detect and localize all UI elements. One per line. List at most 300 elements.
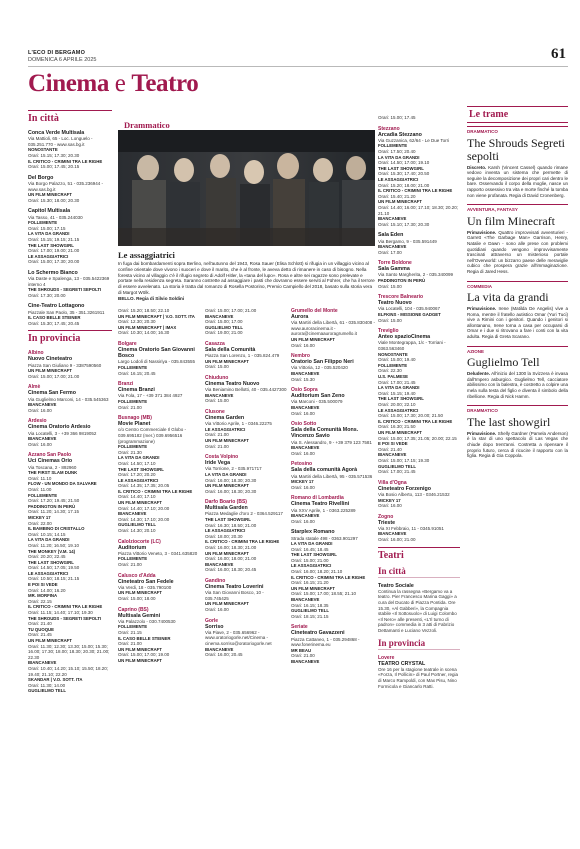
showtimes: Orari: 21.40 [378, 446, 402, 452]
venue-locality: Chiuduno [205, 374, 229, 381]
venue-block [205, 454, 288, 494]
film-title: LE ASSAGGIATRICI [205, 528, 246, 534]
showtimes: Orari: 15.10; 17.30; 20.30 [378, 221, 430, 227]
venue-address: Piazzale San Paolo, 35 - 351.3261911 [28, 309, 105, 315]
showtimes: Orari: 17.00; 19.00; 21.00 [28, 248, 80, 254]
listings-column-4 [291, 303, 375, 844]
section-title-part2: Teatro [131, 70, 199, 97]
showtimes: Orari: 16.00; 21.00 [378, 537, 416, 543]
venue-name: Cinema Garden [205, 414, 245, 421]
film-title: THE LAST SHOWGIRL [378, 396, 424, 402]
film-title: BIANCANEVE [291, 370, 320, 376]
venue-address: Via Fola, 17 - +39 371 384 4927 [118, 393, 183, 399]
venue-block [28, 303, 112, 326]
venue-address: Via S. Alessandro, 9 - +39 379 123 7581 [291, 439, 372, 445]
showtimes: Orari: 15.15; 19.15; 21.15 [28, 236, 80, 242]
venue-name: Cinema San Fermo [28, 390, 76, 397]
showtimes: Orari: 12.30; 20.30 [118, 319, 156, 325]
venue-block [28, 175, 112, 204]
film-title: NONOSTANTE [28, 147, 58, 153]
venue-block [291, 495, 375, 524]
feature-photo [118, 130, 375, 246]
venue-block [118, 539, 201, 568]
film-title: SKANDAR | V.O. SOTT. ITA [28, 677, 83, 683]
film-title: UN FILM MINECRAFT [28, 638, 72, 644]
synopsis-body [467, 371, 568, 399]
synopsis-text: Shelly Gardner (Pamela Anderson) è la star di uno spettacolo di Las Vegas che chiude dopo trent'anni. Costretta a ripensare il proprio futuro, cerca di ricucire il rapporto con la figlia. Regia di Gia Coppola. [467, 430, 568, 459]
venue-locality: Torre Boldone [378, 260, 412, 267]
showtimes: Orari: 14.50; 17.05; 19.50 [28, 565, 80, 571]
showtimes: Orari: 17.20; 19.45; 21.50 [28, 498, 80, 504]
film-title: THE LAST SHOWGIRL [118, 466, 164, 472]
synopsis-genre: AZIONE [467, 346, 568, 355]
film-title: PADDINGTON IN PERÙ [28, 503, 76, 509]
venue-address: c/o Centro Commerciale Il Globo - 039.695182 (mer.) 039.6956516 (programmazione) [118, 427, 187, 444]
venue-name: Del Borgo [28, 174, 54, 181]
film-title: THE FIRST SLAM DUNK [28, 470, 78, 476]
film-title: FOLLEMENTE [118, 364, 148, 370]
film-title: E POI SI VEDE [378, 441, 408, 447]
synopsis-rating: Primavisione. [467, 229, 497, 235]
film-title: UN FILM MINECRAFT [28, 192, 72, 198]
showtimes: Orari: 16.00 [28, 441, 52, 447]
venue-address: Via Santo Margherita, 2 - 035.340099 [378, 272, 453, 278]
film-title: LE ASSAGGIATRICI [378, 176, 419, 182]
showtimes: Orari: 16.00; 20.45 [205, 652, 243, 658]
showtimes: Orari: 17.00; 21.45 [378, 379, 416, 385]
venue-address: Via Toscana, 2 - 892960 [28, 464, 77, 470]
venue-block [118, 573, 201, 602]
venue-block [28, 208, 112, 265]
film-title: UN FILM MINECRAFT [378, 199, 422, 205]
venue-block [205, 341, 288, 370]
venue-block [205, 375, 288, 404]
showtimes: Orari: 16.00; 18.20; 21.10 [291, 569, 343, 575]
venue-locality: Petosino [291, 461, 313, 468]
synopsis-body [467, 165, 568, 199]
showtimes: Orari: 11.30; 14.00 [28, 682, 66, 688]
venue-block [205, 618, 288, 658]
showtimes: Orari: 15.30; 18.00; 20.30 [28, 197, 80, 203]
showtimes: Orari: 14.00; 16.20 [28, 587, 66, 593]
venue-name: Arcadia Stezzano [378, 131, 422, 138]
film-title: LE ASSAGGIATRICI [291, 563, 332, 569]
venue-locality: Calusco d'Adda [118, 572, 156, 579]
film-title: LA VITA DA GRANDI [28, 537, 70, 543]
venue-name: Oratorio San Filippo Neri [291, 359, 354, 366]
film-title: UN FILM MINECRAFT [205, 550, 249, 556]
film-title: LA VITA DA GRANDI [28, 231, 70, 237]
showtimes: Orari: 16.15; 18.35 [291, 602, 329, 608]
showtimes: Orari: 15.00; 17.35; 21.05; 20.00; 22.15 [378, 435, 457, 441]
venue-name: Iride Vega [205, 460, 231, 467]
film-title: UN FILM MINECRAFT [378, 429, 422, 435]
venue-address: Piazza San Lorenzo, 1 - 035.824.479 [205, 353, 280, 359]
film-title: IL CASO BELLE STEINER [28, 315, 81, 321]
showtimes: Orari: 18.15; 21.15 [291, 613, 329, 619]
film-title: LA VITA DA GRANDI [291, 541, 333, 547]
film-title: UN FILM MINECRAFT [118, 500, 162, 506]
synopsis-genre: DRAMMATICO [467, 126, 568, 135]
venue-block [28, 452, 112, 694]
showtimes: Orari: 11.20; 16.50; 19.10 [28, 542, 79, 548]
venue-locality: Romano di Lombardia [291, 495, 344, 502]
film-title: THE LAST SHOWGIRL [28, 559, 74, 565]
synopsis [467, 281, 568, 340]
film-title: FOLLEMENTE [118, 624, 148, 630]
showtimes: Orari: 17.20; 20.20 [118, 472, 156, 478]
section-title [28, 70, 198, 98]
showtimes: Orari: 15.00; 19.40 [378, 357, 416, 363]
town-heading: In città [378, 566, 460, 578]
venue-name: Movie Planet [118, 421, 151, 428]
film-title: UN FILM MINECRAFT [291, 585, 335, 591]
showtimes: Orari: 15.00; 17.00; 21.00 [28, 373, 80, 379]
venue-address: Strada statale 498 - 0363.901297 [291, 535, 358, 541]
film-title: FOLLEMENTE [118, 398, 148, 404]
town-heading: In provincia [378, 638, 460, 650]
showtimes: Orari: 15.00 [205, 364, 229, 370]
venue-block [205, 578, 288, 613]
showtimes: Orari: 22.00 [28, 520, 52, 526]
film-title: MR. MORFINA [28, 593, 58, 599]
venue-locality: Trescore Balneario [378, 294, 424, 301]
showtimes: Orari: 22.30 [378, 368, 402, 374]
film-title: UN FILM MINECRAFT [205, 483, 249, 489]
venue-locality: Almè [28, 384, 41, 391]
region-heading: In provincia [28, 330, 112, 345]
venue-locality: Calolziocorte (LC) [118, 538, 161, 545]
synopses-column [467, 106, 568, 844]
film-title: UN FILM MINECRAFT [205, 358, 249, 364]
venue-locality: Azzano San Paolo [28, 452, 72, 459]
synopsis-body [467, 306, 568, 340]
showtimes: Orari: 15.00; 17.30; 20.00; 21.50 [378, 413, 444, 419]
venue-name: Cineteatro Forzenigo [378, 485, 431, 492]
film-title: LE ASSAGGIATRICI [378, 407, 419, 413]
venue-block [378, 294, 460, 323]
venue-block [378, 480, 460, 509]
venue-name: Multisala Garden [205, 505, 248, 512]
film-title: UN FILM MINECRAFT [205, 437, 249, 443]
venue-name: Cinema Branzi [118, 387, 155, 394]
synopsis [467, 405, 568, 459]
synopses-title: Le trame [467, 106, 568, 123]
film-title: THE LAST SHOWGIRL [205, 517, 251, 523]
film-title: LE ASSAGGIATRICI [28, 253, 69, 259]
venue-name: Uci Cinemas Orio [28, 458, 73, 465]
film-title: GUGLIELMO TELL [205, 324, 243, 330]
film-title: MICKEY 17 [378, 497, 401, 503]
venue-locality: Gorle [205, 617, 219, 624]
issue-date: DOMENICA 6 APRILE 2025 [28, 57, 97, 63]
synopsis-title: The Shrouds Segreti sepolti [467, 135, 565, 163]
venue-locality: Zogno [378, 513, 394, 520]
venue-address: Via Guglielmo Marconi, 14 - 035.545363 [28, 396, 109, 402]
film-title: GUGLIELMO TELL [118, 522, 156, 528]
film-title: LA VITA DA GRANDI [378, 385, 420, 391]
film-title: FOLLEMENTE [118, 444, 148, 450]
newspaper-name: L'ECO DI BERGAMO [28, 50, 86, 56]
showtimes: Orari: 17.50; 20.40 [378, 148, 416, 154]
film-title: THE LAST SHOWGIRL [28, 242, 74, 248]
showtimes: Orari: 15.00; 17.00 [205, 319, 243, 325]
venue-locality: Osio Sopra [291, 387, 318, 394]
film-title: LA VITA DA GRANDI [118, 455, 160, 461]
venue-locality: Ardesio [28, 418, 47, 425]
venue-block [205, 308, 288, 336]
showtimes: Orari: 15.00; 18.00 [118, 596, 156, 601]
film-title: BIANCANEVE [205, 392, 234, 398]
synopsis-body [467, 431, 568, 459]
showtimes: Orari: 20.20; 22.45 [28, 554, 66, 560]
listings-column-5 [378, 110, 460, 844]
venue-address: Via Torrione, 2 - 035.971717 [205, 466, 262, 472]
venue-block [291, 529, 375, 619]
showtimes: Orari: 21.00 [118, 404, 142, 410]
film-title: FOLLEMENTE [118, 556, 148, 562]
venue-address: Via Beniamino Bellotti, 40 - 035.4427300 [205, 387, 287, 393]
venue-locality: Darfo Boario (BS) [205, 499, 247, 506]
venue-block [291, 387, 375, 416]
film-title: E POI SI VEDE [28, 582, 58, 588]
showtimes: Orari: 16.00 [378, 503, 402, 509]
venue-name: Sala della comunità Agorà [291, 467, 358, 474]
venue-address: Via Daste e Spalenga, 13 - 035.5422369 interno 4 [28, 276, 110, 287]
venue-address: Via Martiri della Libertà, 61 - 035.830408 - www.auroracinema.it - aurora@cinemaauroragrumello.it [291, 320, 375, 337]
showtimes: Orari: 15.00; 17.45 [378, 115, 416, 120]
venue-locality: Grumello del Monte [291, 308, 338, 314]
showtimes: Orari: 17.30; 20.00 [28, 292, 66, 298]
film-title: ELFKINS - MISSIONE GADGET [378, 312, 441, 318]
venue-name: Anteo spazioCinema [378, 334, 431, 341]
listings-column-1 [28, 106, 112, 844]
venue-name: Conca Verde Multisala [28, 130, 85, 136]
header-divider [28, 66, 568, 67]
synopsis-rating: Primavisione. [467, 430, 497, 436]
showtimes: Orari: 16.15; 20.45 [118, 370, 156, 376]
venue-locality: Seriate [291, 624, 308, 631]
venue-address: Via Mattioli, 65 - Loc. Longuelo - 035.251.770 - www.sas.bg.it [28, 136, 93, 147]
venue-block [378, 232, 460, 255]
film-title: IL CRITICO - CRIMINI TRA LE RIGHE [118, 488, 193, 494]
venue-address: Via Palazzolo - 030.7400530 [118, 618, 176, 624]
venue-address: Via Verdi, 18 - 035.790100 [118, 584, 172, 590]
venue-address: Piazza Vittorio Veneto, 3 - 0341.635820 [118, 550, 198, 556]
showtimes: Orari: 15.30 [291, 376, 315, 382]
showtimes: Orari: 16.00 [291, 484, 315, 490]
showtimes: Orari: 10.15; 14.15 [28, 531, 66, 537]
showtimes: Orari: 16.00 [291, 342, 315, 348]
venue-name: Teatro Sociale [378, 582, 414, 589]
showtimes: Orari: 16.00 [205, 607, 229, 612]
synopses-list [467, 126, 568, 459]
venue-name: Teatro Nuovo [378, 300, 412, 307]
showtimes: Orari: 22.15 [28, 598, 52, 604]
film-title: LE ASSAGGIATRICI [205, 426, 246, 432]
section-title-part1: Cinema [28, 70, 109, 97]
venue-address: Via Locatelli, 104 - 035.940067 [378, 306, 440, 312]
synopsis-body [467, 230, 568, 275]
venue-locality: Branzi [118, 381, 134, 388]
venue-locality: Bolgare [118, 340, 137, 347]
showtimes: Orari: 11.00 [28, 486, 52, 492]
venue-block [28, 384, 112, 413]
film-title: BIANCANEVE [28, 436, 57, 442]
showtimes: Orari: 14.50; 17.00; 19.10 [378, 160, 430, 166]
film-title: LE ASSAGGIATRICI [28, 570, 69, 576]
film-title: THE MONKEY (V.M. 14) [28, 548, 76, 554]
venue-name: Cineteatro Gavazzeni [291, 630, 345, 637]
showtimes: Orari: 20.00; 22.10 [378, 401, 416, 407]
synopsis-rating: Discreto. [467, 164, 487, 170]
showtimes: Orari: 16.00; 18.30; 20.30 [205, 488, 257, 494]
showtimes: Orari: 16.00; 18.30; 20.45 [205, 567, 257, 573]
venue-block [205, 409, 288, 449]
showtimes: Orari: 21.15 [118, 629, 142, 635]
film-title: UN FILM MINECRAFT [118, 657, 162, 663]
film-title: IL CRITICO - CRIMINI TRA LE RIGHE [28, 158, 103, 164]
showtimes: Orari: 15.00; 17.00; 18.55; 21.10 [291, 591, 357, 597]
venue-address: Via Vittorio Aprile, 1 - 0346.22275 [205, 421, 272, 427]
showtimes: Orari: 10.50; 18.15; 21.15 [28, 576, 80, 582]
feature-title: Le assaggiatrici [118, 250, 175, 260]
venue-locality: Lovere [378, 654, 395, 661]
venue-name: Capitol Multisala [28, 208, 71, 215]
synopsis-text: All'inizio del 1300 la Svizzera è invasa dall'Impero asburgico. Guglielmo Tell, cacciatore abilissimo con la balestra, è costretto a colpire una mela sulla testa del figlio e diventa il simbolo della ribellione. Regia di Nick Hamm. [467, 371, 568, 399]
synopsis-title: Guglielmo Tell [467, 355, 540, 370]
venue-locality: Treviglio [378, 328, 399, 335]
film-title: UN FILM MINECRAFT [205, 601, 249, 607]
venue-block [118, 341, 201, 376]
venue-name: Cineteatro San Fedele [118, 578, 174, 585]
venue-name: Nuovo Cineteatro [28, 356, 73, 363]
film-title: IL CRITICO - CRIMINI TRA LE RIGHE [28, 604, 103, 610]
film-title: IL BAMBINO DI CRISTALLO [28, 526, 85, 532]
showtimes: Orari: 14.40; 17.10 [118, 494, 156, 500]
venue-locality: Gandino [205, 578, 226, 585]
venue-address: Piazza Medaglie d'oro 2 - 0364.529117 [205, 511, 283, 517]
venue-name: Sala della Comunità [205, 346, 256, 353]
venue-address: Via Guzzanica, 62/64 - Le Due Torri [378, 137, 450, 143]
venue-locality: Busnago (MB) [118, 415, 152, 422]
venue-address: Via Vittoria, 12 - 035.520420 [291, 365, 348, 371]
showtimes: Orari: 15.20; 18.50; 22.10 [118, 308, 170, 313]
showtimes: Orari: 14.30; 20.10 [118, 528, 156, 534]
showtimes: Orari: 16.30; 18.50; 21.00 [205, 522, 257, 528]
venue-locality: Albino [28, 350, 44, 357]
venue-name: TEATRO CRYSTAL [378, 660, 426, 667]
film-title: MICKEY 17 [291, 479, 314, 485]
venue-name: Multisala Gemini [118, 612, 161, 619]
film-title: FOLLEMENTE [28, 492, 58, 498]
venue-address: Viale Montegrappa, 1/c - Torriani - 0363.563460 [378, 340, 446, 352]
showtimes: Orari: 16.00 [28, 407, 52, 413]
venue-name: Auditorium San Zeno [291, 393, 345, 400]
film-title: GUGLIELMO TELL [378, 463, 416, 469]
synopsis-rating: Primavisione. [467, 306, 497, 312]
film-title: IL CRITICO - CRIMINI TRA LE RIGHE [378, 418, 453, 424]
venue-address: Largo Lodoli di Nassiriya - 035.843555 [118, 359, 196, 365]
film-title: THE LAST SHOWGIRL [378, 165, 424, 171]
feature-body: In fuga dai bombardamenti sopra Berlino, nell'autunno del 1943, Rosa Sauer (Elisa Schlott) si rifugia in un villaggio vicino al confine orientale dove vivono i suoceri e dove il marito, che è al fronte, le aveva detto di rimanere in caso di bisogno. Nella foresta vicino al villaggio c'è il rifugio segreto di Adolf Hitler, la «tana del lupo». Rosa e altre sei ragazze sono prelevate e portate nella residenza segreta. Saranno costrette ad assaggiare i pasti che dovranno essere serviti al Führer, che ha il terrore di essere avvelenato. La storia è tratta dal romanzo di Rosella Postorino, Premio Campiello del 2018, basato sulla storia vera di Margot Wölk. [118, 261, 375, 295]
venue-block [28, 270, 112, 299]
synopsis [467, 126, 568, 198]
venue-block [291, 353, 375, 382]
film-title: IL CRITICO - CRIMINI TRA LE RIGHE [205, 539, 280, 545]
venue-block [28, 418, 112, 447]
film-title: BIANCANEVE [205, 561, 234, 567]
showtimes: Orari: 16.30; 21.50 [378, 424, 416, 430]
showtimes: Orari: 14.40; 17.10; 20.00 [118, 505, 170, 511]
showtimes: Orari: 15.30; 17.45; 20.45 [28, 320, 80, 326]
showtimes: Orari: 21.00 [205, 432, 229, 438]
venue-name: Trieste [378, 519, 396, 526]
film-title: BIANCANEVE [205, 313, 234, 319]
feature-credit: BELLO. Regia di Silvio Soldini [118, 295, 185, 301]
synopsis-title: Un film Minecraft [467, 213, 555, 228]
showtimes: Orari: 16.00; 18.30; 20.30 [205, 477, 257, 483]
venue-address: Via San Giovanni Bosco, 10 - 035.745425 [205, 590, 264, 601]
film-title: UN FILM MINECRAFT | IMAX [118, 324, 177, 330]
venue-name: Aurora [291, 314, 309, 320]
synopsis-title: The last showgirl [467, 414, 551, 429]
venue-block [205, 499, 288, 573]
showtimes: Orari: 11.20; 14.30; 17.15 [28, 509, 79, 515]
venue-block [378, 514, 460, 543]
showtimes: Orari: 21.00 [205, 443, 229, 449]
film-title: BIANCANEVE [291, 404, 320, 410]
region-heading: Teatri [378, 547, 460, 562]
venue-address: Continua la rassegna «Bergamo va a teatro. Pier Francesco Marina Gaggi» a cura del Ducato di Piazza Pontida. Ore 15.30, «Al Gabberi», la Compagnia stabile «Il Sottosuolo» di Luigi Colombo «Il Nero» alle presenti, «L'Il turno di padron» commedia in 3 atti di Fabrizio Dettamanti e Luciano Vezzoli. [378, 588, 457, 634]
film-title: BIANCANEVE [378, 531, 407, 537]
film-title: THE SHROUDS - SEGRETI SEPOLTI [28, 287, 102, 293]
venue-name: Cinema Oratorio Ardesio [28, 424, 91, 431]
showtimes: Orari: 15.15; 17.30; 20.30 [28, 152, 80, 158]
venue-block [378, 260, 460, 289]
venue-block [291, 461, 375, 490]
venue-address: Via Marconi - 035.500079 [291, 399, 343, 405]
listings-column-2 [118, 303, 201, 844]
venue-name: Sala Eden [378, 232, 404, 239]
showtimes: Orari: 11.15; 14.40; 17.10; 19.30 [28, 610, 93, 616]
venue-block [378, 583, 460, 634]
showtimes: Orari: 15.00 [378, 283, 402, 289]
venue-block [118, 381, 201, 410]
venue-locality: Clusone [205, 408, 225, 415]
showtimes: Orari: 16.00 [291, 450, 315, 456]
venue-name: Cinema Oratorio San Giovanni Bosco [118, 346, 195, 360]
film-title: UN FILM MINECRAFT [118, 646, 162, 652]
film-title: LE ASSAGGIATRICI [118, 477, 159, 483]
film-title: BIANCANEVE [291, 597, 320, 603]
film-title: FLOW - UN MONDO DA SALVARE [28, 481, 97, 487]
venue-block [378, 126, 460, 228]
showtimes: Orari: 16.00; 18.00; 21.00 [205, 556, 257, 562]
showtimes: Orari: 21.40 [28, 621, 52, 627]
venue-block [378, 115, 460, 121]
venue-locality: Nembro [291, 353, 310, 360]
film-title: BIANCANEVE [378, 216, 407, 222]
showtimes: Orari: 17.00 [378, 249, 402, 255]
synopsis-genre: DRAMMATICO [467, 405, 568, 414]
venue-block [378, 328, 460, 474]
synopsis-text: Quattro improvvisati avventurieri - Garrett «The Garbage Man» Garrison, Henry, Natalie e Dawn - sono alle prese con problemi quotidiani quando vengono improvvisamente trascinati attraverso un misterioso portale nell'Overworld: un bizzarro paese delle meraviglie cubico che prospera grazie all'immaginazione. Regia di Jared Hess. [467, 229, 568, 274]
venue-locality: Villa d'Ogna [378, 479, 407, 486]
venue-address: Via Tasso, 41 - 035.244030 [28, 214, 83, 220]
showtimes: Orari: 18.00; 20.30 [205, 533, 243, 539]
showtimes: Orari: 15.15; 19.40 [378, 390, 416, 396]
